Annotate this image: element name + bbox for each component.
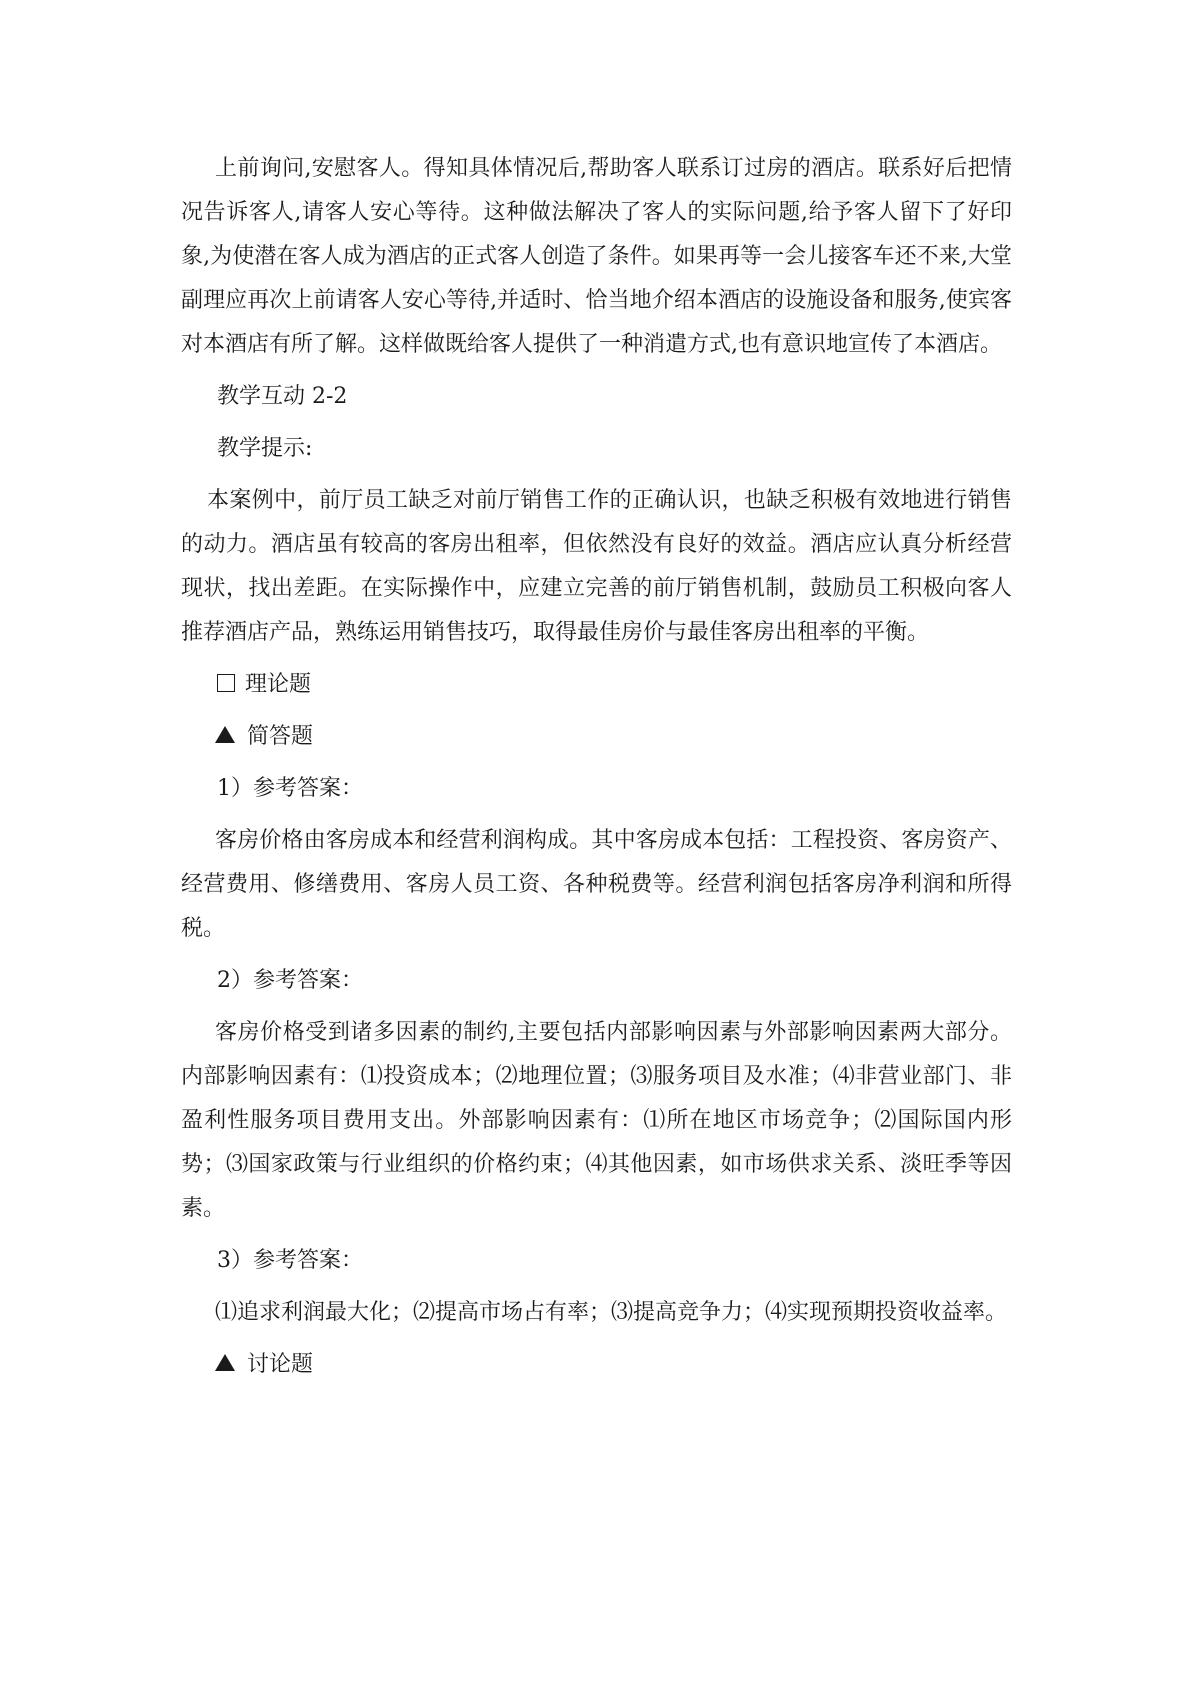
answer-3-body: ⑴追求利润最大化；⑵提高市场占有率；⑶提高竞争力；⑷实现预期投资收益率。 — [215, 1300, 1008, 1325]
case-analysis-paragraph: 上前询问,安慰客人。得知具体情况后,帮助客人联系订过房的酒店。联系好后把情况告诉客人,请客人安心等待。这种做法解决了客人的实际问题,给予客人留下了好印象,为使潜在客人成为酒店的正式客人创造了条件。如果再等一会儿接客车还不来,大堂副理应再次上前请客人安心等待,并适时、恰当地介绍本酒店的设施设备和服务,使宾客对本酒店有所了解。这样做既给客人提供了一种消遣方式,也有意识地宣传了本酒店。 — [181, 156, 1012, 357]
teaching-interaction-title: 教学互动 2-2 — [217, 384, 348, 409]
answer-1-label: 1）参考答案： — [217, 776, 363, 801]
short-answer-label: 简答题 — [247, 724, 314, 749]
empty-square-icon — [217, 674, 235, 692]
discussion-heading — [181, 1343, 1012, 1387]
theory-section-label: 理论题 — [245, 672, 312, 697]
theory-section-heading — [181, 663, 1012, 707]
short-answer-heading — [181, 715, 1012, 759]
answer-1-body: 客房价格由客房成本和经营利润构成。其中客房成本包括：工程投资、客房资产、经营费用、修缮费用、客房人员工资、各种税费等。经营利润包括客房净利润和所得税。 — [181, 828, 1012, 941]
discussion-label: 讨论题 — [247, 1352, 314, 1377]
teaching-hint-body: 本案例中，前厅员工缺乏对前厅销售工作的正确认识，也缺乏积极有效地进行销售的动力。酒店虽有较高的客房出租率，但依然没有良好的效益。酒店应认真分析经营现状，找出差距。在实际操作中，应建立完善的前厅销售机制，鼓励员工积极向客人推荐酒店产品，熟练运用销售技巧，取得最佳房价与最佳客房出租率的平衡。 — [181, 488, 1012, 645]
filled-triangle-icon — [215, 1354, 235, 1371]
document-page — [181, 147, 1012, 1387]
answer-2-body: 客房价格受到诸多因素的制约,主要包括内部影响因素与外部影响因素两大部分。内部影响因素有：⑴投资成本；⑵地理位置；⑶服务项目及水准；⑷非营业部门、非盈利性服务项目费用支出。外部影响因素有：⑴所在地区市场竞争；⑵国际国内形势；⑶国家政策与行业组织的价格约束；⑷其他因素，如市场供求关系、淡旺季等因素。 — [181, 1020, 1012, 1221]
answer-3-label: 3）参考答案： — [217, 1248, 363, 1273]
filled-triangle-icon — [215, 726, 235, 743]
teaching-hint-title: 教学提示: — [217, 436, 313, 461]
answer-2-label: 2）参考答案： — [217, 968, 363, 993]
